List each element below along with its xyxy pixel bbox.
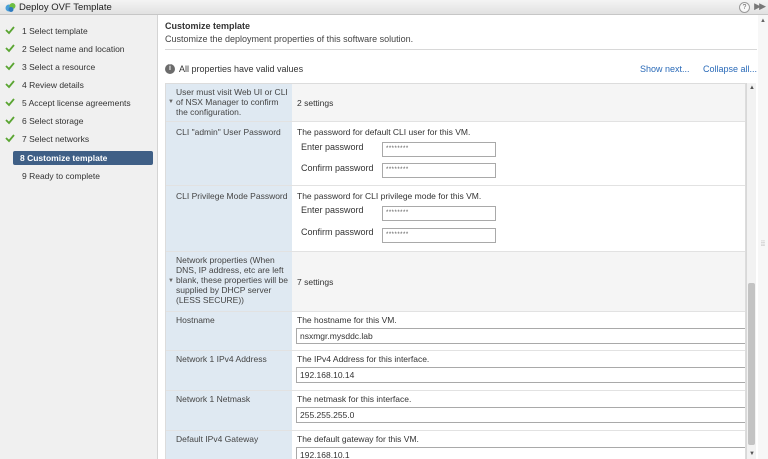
expand-icon[interactable]: ▶▶ <box>754 1 764 11</box>
step-select-template[interactable] <box>4 24 154 38</box>
settings-count: 7 settings <box>297 277 334 287</box>
confirm-password-label: Confirm password <box>301 163 374 173</box>
step-select-resource[interactable] <box>4 60 154 74</box>
check-icon <box>5 133 15 143</box>
property-description: The password for CLI privilege mode for this VM. <box>297 191 482 201</box>
collapse-all-link[interactable]: Collapse all... <box>703 64 758 74</box>
check-icon <box>5 115 15 125</box>
check-icon <box>5 25 15 35</box>
step-label: 4 Review details <box>22 80 84 90</box>
step-label: 9 Ready to complete <box>22 171 100 181</box>
step-label: 7 Select networks <box>22 134 90 144</box>
property-row-cli-privilege-password <box>166 186 746 252</box>
check-icon <box>5 79 15 89</box>
property-label: Default IPv4 Gateway <box>176 434 259 444</box>
netmask-input[interactable]: 255.255.255.0 <box>296 407 746 423</box>
cli-privilege-password-input[interactable]: ******** <box>382 206 496 221</box>
property-label: Network properties (When DNS, IP address, etc are left blank, these properties will be supplied by DHCP server (LESS SECURE)) <box>176 255 288 305</box>
property-label: CLI "admin" User Password <box>176 127 281 137</box>
settings-count: 2 settings <box>297 98 334 108</box>
scroll-down-icon[interactable]: ▼ <box>749 451 755 457</box>
scroll-thumb[interactable] <box>748 283 755 445</box>
step-select-storage[interactable] <box>4 114 154 128</box>
step-accept-license[interactable] <box>4 96 154 110</box>
property-label: Hostname <box>176 315 215 325</box>
cli-privilege-confirm-input[interactable]: ******** <box>382 228 496 243</box>
property-label: Network 1 Netmask <box>176 394 251 404</box>
window-titlebar <box>0 0 768 15</box>
check-icon <box>5 97 15 107</box>
property-description: The password for default CLI user for this VM. <box>297 127 471 137</box>
properties-table <box>165 83 746 459</box>
step-select-networks[interactable] <box>4 132 154 146</box>
step-label: 5 Accept license agreements <box>22 98 131 108</box>
property-label: Network 1 IPv4 Address <box>176 354 267 364</box>
step-label: 8 Customize template <box>20 153 108 163</box>
confirm-password-label: Confirm password <box>301 227 374 237</box>
chevron-down-icon[interactable]: ▼ <box>168 278 174 284</box>
info-icon: i <box>165 64 175 74</box>
property-row-netmask <box>166 391 746 431</box>
step-label: 3 Select a resource <box>22 62 96 72</box>
scroll-up-icon[interactable]: ▲ <box>749 85 755 91</box>
page-scrollbar[interactable] <box>758 15 768 459</box>
hostname-input[interactable]: nsxmgr.mysddc.lab <box>296 328 746 344</box>
page-title: Customize template <box>165 21 251 31</box>
step-select-name-location[interactable] <box>4 42 154 56</box>
check-icon <box>5 43 15 53</box>
help-icon[interactable]: ? <box>739 2 750 13</box>
property-row-cli-admin-password <box>166 122 746 186</box>
page-subtitle: Customize the deployment properties of this software solution. <box>165 34 414 44</box>
vsphere-app-icon <box>5 2 16 13</box>
step-label: 2 Select name and location <box>22 44 125 54</box>
property-row-ipv4-address <box>166 351 746 391</box>
show-next-link[interactable]: Show next... <box>640 64 690 74</box>
property-description: The hostname for this VM. <box>297 315 397 325</box>
property-description: The default gateway for this VM. <box>297 434 419 444</box>
check-icon <box>5 61 15 71</box>
header-divider <box>165 49 757 50</box>
resize-grip-icon[interactable]: ⁞⁞ <box>761 241 765 248</box>
step-customize-template[interactable] <box>13 151 153 165</box>
properties-scrollbar[interactable] <box>746 83 756 459</box>
ipv4-address-input[interactable]: 192.168.10.14 <box>296 367 746 383</box>
property-label: CLI Privilege Mode Password <box>176 191 288 201</box>
enter-password-label: Enter password <box>301 142 364 152</box>
property-group-confirm[interactable] <box>166 84 746 122</box>
property-description: The netmask for this interface. <box>297 394 412 404</box>
step-label: 6 Select storage <box>22 116 84 126</box>
scroll-up-icon[interactable]: ▲ <box>760 18 766 24</box>
chevron-down-icon[interactable]: ▼ <box>168 99 174 105</box>
window-title: Deploy OVF Template <box>19 2 112 13</box>
gateway-input[interactable]: 192.168.10.1 <box>296 447 746 459</box>
property-description: The IPv4 Address for this interface. <box>297 354 430 364</box>
cli-admin-password-input[interactable]: ******** <box>382 142 496 157</box>
wizard-steps-sidebar <box>0 15 158 459</box>
property-label: User must visit Web UI or CLI of NSX Manager to confirm the configuration. <box>176 87 288 117</box>
step-ready-to-complete[interactable] <box>4 169 154 183</box>
enter-password-label: Enter password <box>301 205 364 215</box>
validation-status: All properties have valid values <box>179 64 304 74</box>
cli-admin-confirm-input[interactable]: ******** <box>382 163 496 178</box>
property-row-gateway <box>166 431 746 459</box>
property-row-hostname <box>166 312 746 351</box>
step-label: 1 Select template <box>22 26 88 36</box>
step-review-details[interactable] <box>4 78 154 92</box>
property-group-network[interactable] <box>166 252 746 312</box>
